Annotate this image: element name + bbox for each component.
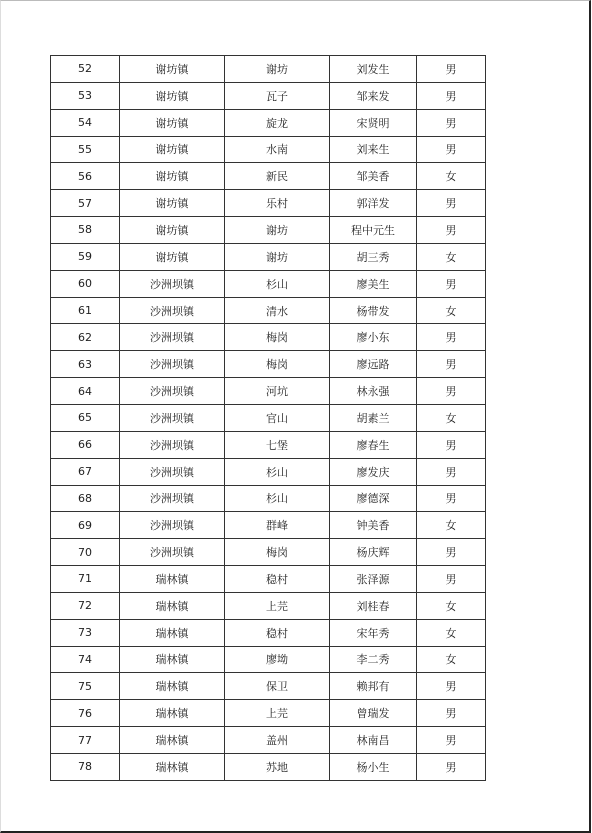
person-name-cell: 李二秀 bbox=[330, 646, 417, 673]
town-cell: 谢坊镇 bbox=[120, 190, 225, 217]
gender-cell: 男 bbox=[417, 566, 486, 593]
gender-cell: 男 bbox=[417, 109, 486, 136]
village-cell: 稳村 bbox=[225, 619, 330, 646]
gender-cell: 女 bbox=[417, 619, 486, 646]
table-row bbox=[51, 619, 486, 646]
village-cell: 河坑 bbox=[225, 378, 330, 405]
table-row bbox=[51, 512, 486, 539]
row-number-cell: 60 bbox=[51, 270, 120, 297]
person-name-cell: 林永强 bbox=[330, 378, 417, 405]
gender-cell: 男 bbox=[417, 539, 486, 566]
person-name-cell: 胡素兰 bbox=[330, 404, 417, 431]
table-row bbox=[51, 404, 486, 431]
village-cell: 杉山 bbox=[225, 458, 330, 485]
gender-cell: 女 bbox=[417, 646, 486, 673]
town-cell: 瑞林镇 bbox=[120, 592, 225, 619]
town-cell: 谢坊镇 bbox=[120, 136, 225, 163]
gender-cell: 男 bbox=[417, 324, 486, 351]
table-row bbox=[51, 378, 486, 405]
town-cell: 谢坊镇 bbox=[120, 109, 225, 136]
person-name-cell: 杨小生 bbox=[330, 753, 417, 780]
row-number-cell: 65 bbox=[51, 404, 120, 431]
table-row bbox=[51, 592, 486, 619]
person-name-cell: 宋年秀 bbox=[330, 619, 417, 646]
person-name-cell: 杨带发 bbox=[330, 297, 417, 324]
village-cell: 稳村 bbox=[225, 566, 330, 593]
table-row bbox=[51, 136, 486, 163]
gender-cell: 男 bbox=[417, 753, 486, 780]
person-name-cell: 廖春生 bbox=[330, 431, 417, 458]
row-number-cell: 66 bbox=[51, 431, 120, 458]
town-cell: 瑞林镇 bbox=[120, 646, 225, 673]
village-cell: 谢坊 bbox=[225, 217, 330, 244]
row-number-cell: 70 bbox=[51, 539, 120, 566]
table-row bbox=[51, 566, 486, 593]
town-cell: 谢坊镇 bbox=[120, 163, 225, 190]
row-number-cell: 59 bbox=[51, 243, 120, 270]
town-cell: 瑞林镇 bbox=[120, 619, 225, 646]
village-cell: 水南 bbox=[225, 136, 330, 163]
person-name-cell: 钟美香 bbox=[330, 512, 417, 539]
gender-cell: 男 bbox=[417, 190, 486, 217]
row-number-cell: 78 bbox=[51, 753, 120, 780]
row-number-cell: 69 bbox=[51, 512, 120, 539]
village-cell: 杉山 bbox=[225, 270, 330, 297]
table-row bbox=[51, 539, 486, 566]
town-cell: 瑞林镇 bbox=[120, 727, 225, 754]
town-cell: 沙洲坝镇 bbox=[120, 458, 225, 485]
person-name-cell: 廖远路 bbox=[330, 351, 417, 378]
gender-cell: 男 bbox=[417, 82, 486, 109]
row-number-cell: 77 bbox=[51, 727, 120, 754]
village-cell: 杉山 bbox=[225, 485, 330, 512]
roster-table-body bbox=[51, 56, 486, 781]
village-cell: 群峰 bbox=[225, 512, 330, 539]
row-number-cell: 76 bbox=[51, 700, 120, 727]
table-row bbox=[51, 217, 486, 244]
town-cell: 谢坊镇 bbox=[120, 217, 225, 244]
table-row bbox=[51, 56, 486, 83]
town-cell: 沙洲坝镇 bbox=[120, 512, 225, 539]
person-name-cell: 廖德深 bbox=[330, 485, 417, 512]
gender-cell: 男 bbox=[417, 351, 486, 378]
table-row bbox=[51, 727, 486, 754]
village-cell: 新民 bbox=[225, 163, 330, 190]
gender-cell: 男 bbox=[417, 56, 486, 83]
row-number-cell: 67 bbox=[51, 458, 120, 485]
gender-cell: 男 bbox=[417, 217, 486, 244]
row-number-cell: 74 bbox=[51, 646, 120, 673]
village-cell: 七堡 bbox=[225, 431, 330, 458]
town-cell: 沙洲坝镇 bbox=[120, 270, 225, 297]
row-number-cell: 64 bbox=[51, 378, 120, 405]
person-name-cell: 刘桂春 bbox=[330, 592, 417, 619]
village-cell: 乐村 bbox=[225, 190, 330, 217]
town-cell: 瑞林镇 bbox=[120, 673, 225, 700]
row-number-cell: 58 bbox=[51, 217, 120, 244]
table-row bbox=[51, 646, 486, 673]
table-row bbox=[51, 458, 486, 485]
person-name-cell: 邹美香 bbox=[330, 163, 417, 190]
row-number-cell: 72 bbox=[51, 592, 120, 619]
person-name-cell: 胡三秀 bbox=[330, 243, 417, 270]
person-name-cell: 郭洋发 bbox=[330, 190, 417, 217]
gender-cell: 男 bbox=[417, 270, 486, 297]
town-cell: 谢坊镇 bbox=[120, 56, 225, 83]
gender-cell: 男 bbox=[417, 136, 486, 163]
gender-cell: 男 bbox=[417, 673, 486, 700]
person-name-cell: 廖美生 bbox=[330, 270, 417, 297]
gender-cell: 女 bbox=[417, 512, 486, 539]
table-row bbox=[51, 163, 486, 190]
town-cell: 瑞林镇 bbox=[120, 566, 225, 593]
town-cell: 沙洲坝镇 bbox=[120, 539, 225, 566]
row-number-cell: 75 bbox=[51, 673, 120, 700]
town-cell: 沙洲坝镇 bbox=[120, 351, 225, 378]
village-cell: 谢坊 bbox=[225, 56, 330, 83]
row-number-cell: 71 bbox=[51, 566, 120, 593]
town-cell: 瑞林镇 bbox=[120, 753, 225, 780]
person-name-cell: 刘发生 bbox=[330, 56, 417, 83]
person-name-cell: 曾瑞发 bbox=[330, 700, 417, 727]
row-number-cell: 61 bbox=[51, 297, 120, 324]
row-number-cell: 54 bbox=[51, 109, 120, 136]
town-cell: 谢坊镇 bbox=[120, 243, 225, 270]
table-row bbox=[51, 673, 486, 700]
gender-cell: 男 bbox=[417, 431, 486, 458]
row-number-cell: 53 bbox=[51, 82, 120, 109]
person-name-cell: 杨庆辉 bbox=[330, 539, 417, 566]
gender-cell: 男 bbox=[417, 458, 486, 485]
table-row bbox=[51, 351, 486, 378]
village-cell: 苏地 bbox=[225, 753, 330, 780]
village-cell: 梅岗 bbox=[225, 539, 330, 566]
town-cell: 沙洲坝镇 bbox=[120, 431, 225, 458]
table-row bbox=[51, 431, 486, 458]
gender-cell: 女 bbox=[417, 404, 486, 431]
person-name-cell: 宋贤明 bbox=[330, 109, 417, 136]
town-cell: 沙洲坝镇 bbox=[120, 485, 225, 512]
table-row bbox=[51, 485, 486, 512]
table-row bbox=[51, 700, 486, 727]
person-name-cell: 林南昌 bbox=[330, 727, 417, 754]
row-number-cell: 62 bbox=[51, 324, 120, 351]
gender-cell: 男 bbox=[417, 378, 486, 405]
village-cell: 梅岗 bbox=[225, 351, 330, 378]
gender-cell: 男 bbox=[417, 727, 486, 754]
table-row bbox=[51, 324, 486, 351]
village-cell: 保卫 bbox=[225, 673, 330, 700]
town-cell: 谢坊镇 bbox=[120, 82, 225, 109]
person-name-cell: 廖发庆 bbox=[330, 458, 417, 485]
table-row bbox=[51, 109, 486, 136]
village-cell: 旋龙 bbox=[225, 109, 330, 136]
row-number-cell: 57 bbox=[51, 190, 120, 217]
row-number-cell: 73 bbox=[51, 619, 120, 646]
village-cell: 上芫 bbox=[225, 700, 330, 727]
town-cell: 沙洲坝镇 bbox=[120, 324, 225, 351]
row-number-cell: 55 bbox=[51, 136, 120, 163]
gender-cell: 女 bbox=[417, 243, 486, 270]
table-row bbox=[51, 753, 486, 780]
roster-table bbox=[50, 55, 486, 781]
person-name-cell: 刘来生 bbox=[330, 136, 417, 163]
gender-cell: 女 bbox=[417, 163, 486, 190]
table-row bbox=[51, 190, 486, 217]
gender-cell: 女 bbox=[417, 592, 486, 619]
table-row bbox=[51, 82, 486, 109]
table-row bbox=[51, 297, 486, 324]
row-number-cell: 56 bbox=[51, 163, 120, 190]
person-name-cell: 邹来发 bbox=[330, 82, 417, 109]
gender-cell: 男 bbox=[417, 700, 486, 727]
row-number-cell: 52 bbox=[51, 56, 120, 83]
person-name-cell: 廖小东 bbox=[330, 324, 417, 351]
village-cell: 清水 bbox=[225, 297, 330, 324]
table-row bbox=[51, 243, 486, 270]
village-cell: 谢坊 bbox=[225, 243, 330, 270]
person-name-cell: 赖邦有 bbox=[330, 673, 417, 700]
row-number-cell: 63 bbox=[51, 351, 120, 378]
village-cell: 上芫 bbox=[225, 592, 330, 619]
town-cell: 瑞林镇 bbox=[120, 700, 225, 727]
village-cell: 官山 bbox=[225, 404, 330, 431]
person-name-cell: 程中元生 bbox=[330, 217, 417, 244]
village-cell: 廖坳 bbox=[225, 646, 330, 673]
gender-cell: 男 bbox=[417, 485, 486, 512]
village-cell: 梅岗 bbox=[225, 324, 330, 351]
row-number-cell: 68 bbox=[51, 485, 120, 512]
village-cell: 盖州 bbox=[225, 727, 330, 754]
table-row bbox=[51, 270, 486, 297]
person-name-cell: 张泽源 bbox=[330, 566, 417, 593]
town-cell: 沙洲坝镇 bbox=[120, 404, 225, 431]
town-cell: 沙洲坝镇 bbox=[120, 297, 225, 324]
town-cell: 沙洲坝镇 bbox=[120, 378, 225, 405]
gender-cell: 女 bbox=[417, 297, 486, 324]
village-cell: 瓦子 bbox=[225, 82, 330, 109]
